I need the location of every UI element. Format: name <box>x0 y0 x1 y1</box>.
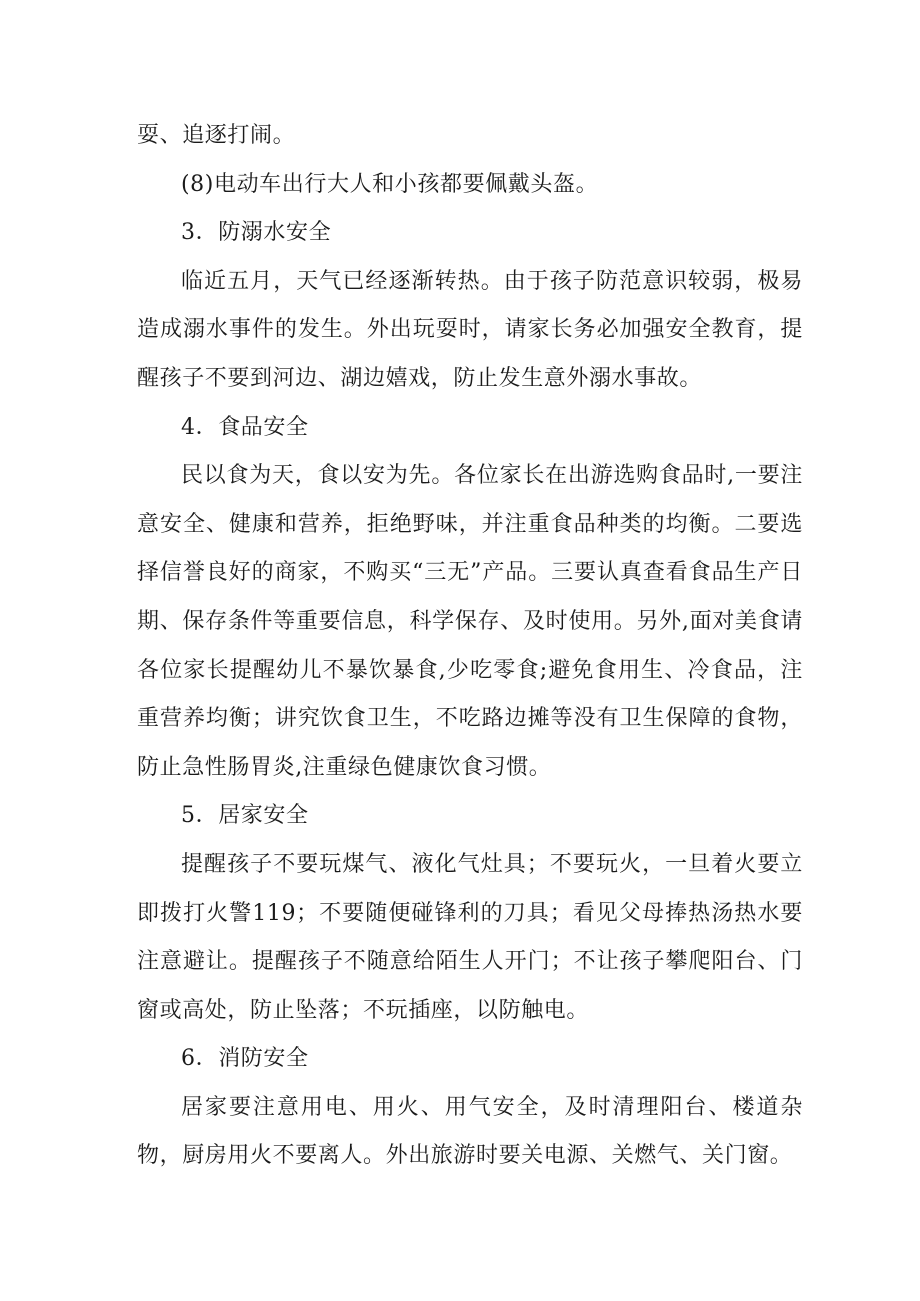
paragraph-home: 提醒孩子不要玩煤气、液化气灶具；不要玩火，一旦着火要立即拨打火警119；不要随便碰锋利的刀具；看见父母捧热汤热水要注意避让。提醒孩子不随意给陌生人开门；不让孩子攀爬阳台、门窗或高处，防止坠落；不玩插座，以防触电。 <box>137 851 803 1023</box>
section-heading-drowning: 3．防溺水安全 <box>181 220 332 246</box>
section-heading-home: 5．居家安全 <box>181 803 309 829</box>
document-body <box>137 112 803 1181</box>
paragraph-continuation: 耍、追逐打闹。 <box>137 123 296 148</box>
paragraph-fire: 居家要注意用电、用火、用气安全，及时清理阳台、楼道杂物，厨房用火不要离人。外出旅游时要关电源、关燃气、关门窗。 <box>137 1094 803 1169</box>
paragraph-drowning: 临近五月，天气已经逐渐转热。由于孩子防范意识较弱，极易造成溺水事件的发生。外出玩耍时，请家长务必加强安全教育，提醒孩子不要到河边、湖边嬉戏，防止发生意外溺水事故。 <box>137 268 803 391</box>
paragraph-food: 民以食为天，食以安为先。各位家长在出游选购食品时,一要注意安全、健康和营养，拒绝野味，并注重食品种类的均衡。二要选择信誉良好的商家，不购买“三无”产品。三要认真查看食品生产日期、保存条件等重要信息，科学保存、及时使用。另外,面对美食请各位家长提醒幼儿不暴饮暴食,少吃零食;避免食用生、冷食品，注重营养均衡；讲究饮食卫生，不吃路边摊等没有卫生保障的食物，防止急性肠胃炎,注重绿色健康饮食习惯。 <box>137 463 803 780</box>
section-heading-fire: 6．消防安全 <box>181 1046 309 1072</box>
section-heading-food: 4．食品安全 <box>181 414 309 440</box>
list-item-8: (8)电动车出行大人和小孩都要佩戴头盔。 <box>181 171 599 197</box>
